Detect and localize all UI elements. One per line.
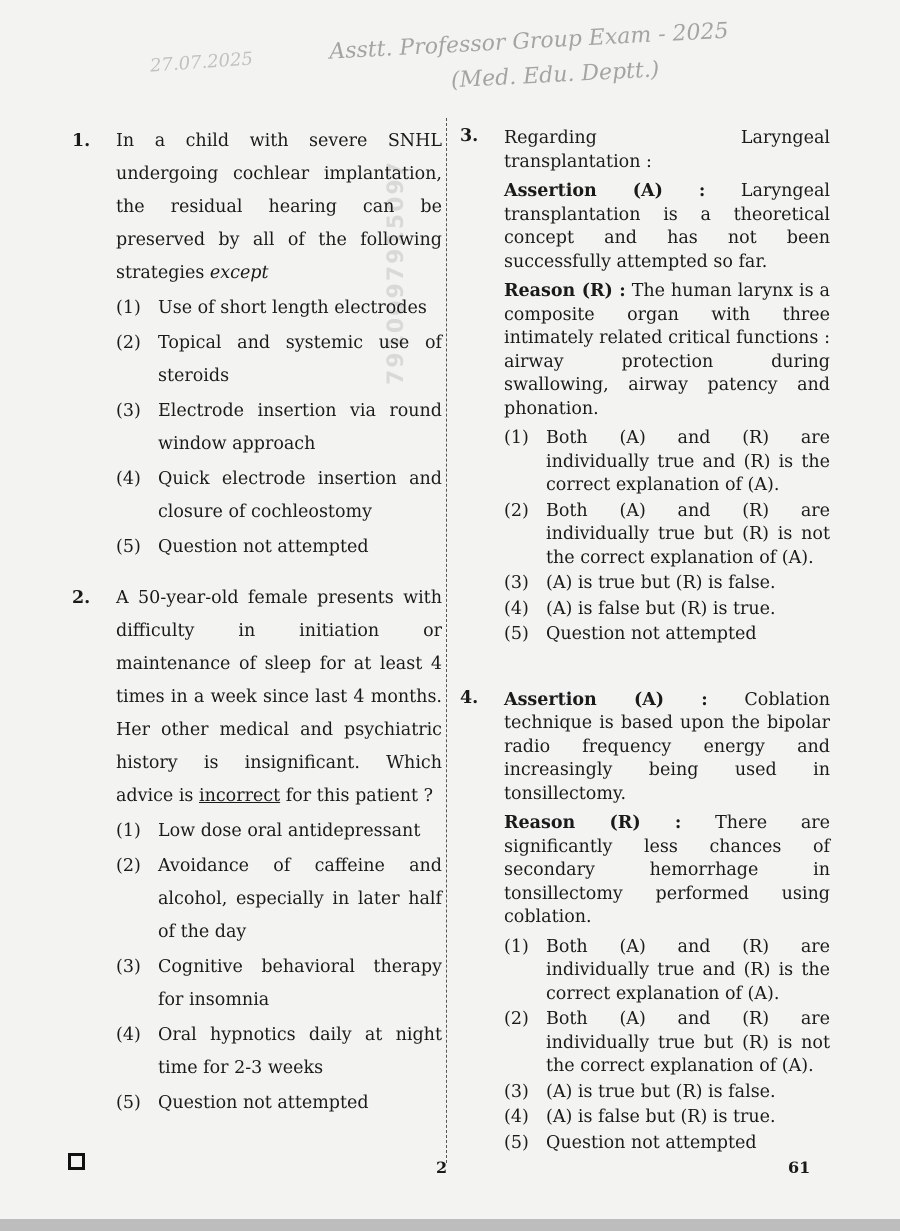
handwritten-date: 27.07.2025	[149, 48, 254, 77]
option-1[interactable]	[504, 427, 830, 498]
option-text: Electrode insertion via round window approach	[158, 401, 442, 454]
scan-edge	[0, 1219, 900, 1231]
column-divider	[446, 118, 447, 1163]
option-text: Oral hypnotics daily at night time for 2-3 weeks	[158, 1025, 442, 1078]
option-2[interactable]	[504, 500, 830, 571]
question-number: 2.	[72, 588, 91, 608]
question-number: 3.	[460, 126, 479, 146]
question-number: 4.	[460, 687, 479, 708]
option-4[interactable]	[116, 463, 442, 529]
option-text: (A) is true but (R) is false.	[546, 573, 776, 593]
option-text: Both (A) and (R) are individually true but (R) is not the correct explanation of (A).	[546, 1009, 830, 1076]
option-number: (1)	[504, 428, 529, 448]
option-text: (A) is false but (R) is true.	[546, 1107, 776, 1127]
option-number: (3)	[116, 401, 141, 421]
option-number: (4)	[504, 598, 529, 619]
option-number: (4)	[504, 1107, 529, 1127]
reason-label: Reason (R) :	[504, 281, 626, 301]
reason	[504, 812, 830, 930]
option-number: (2)	[504, 1009, 529, 1029]
option-number: (3)	[116, 957, 141, 977]
handwritten-note	[328, 9, 811, 104]
option-1[interactable]	[116, 815, 442, 848]
reason-text: There are significantly less chances of secondary hemorrhage in tonsillectomy performed using coblation.	[504, 813, 830, 927]
option-4[interactable]	[504, 1106, 830, 1130]
handwritten-note-line1: Asstt. Professor Group Exam - 2025	[328, 18, 730, 65]
assertion-text: Laryngeal transplantation is a theoretical concept and has not been successfully attempted so far.	[504, 181, 830, 272]
option-text: Question not attempted	[546, 1132, 757, 1153]
option-number: (5)	[116, 1093, 141, 1113]
option-number: (5)	[116, 537, 141, 557]
option-3[interactable]	[504, 1081, 830, 1105]
option-number: (2)	[116, 333, 141, 353]
page-number: 2	[436, 1158, 448, 1177]
reason-text: The human larynx is a composite organ with three intimately related critical functions : airway protection during swallowing, airway patency and phonation.	[504, 281, 830, 419]
option-4[interactable]	[504, 598, 830, 622]
option-4[interactable]	[116, 1019, 442, 1085]
option-number: (3)	[504, 1081, 529, 1102]
option-text: Use of short length electrodes	[158, 298, 427, 318]
question-stem	[116, 582, 442, 813]
option-number: (2)	[116, 856, 141, 876]
option-5[interactable]	[116, 1087, 442, 1120]
option-text: Avoidance of caffeine and alcohol, especially in later half of the day	[158, 856, 442, 942]
question-stem-except: except	[209, 263, 269, 283]
option-5[interactable]	[504, 1132, 830, 1156]
option-2[interactable]	[116, 850, 442, 949]
option-number: (3)	[504, 573, 529, 593]
option-number: (5)	[504, 1132, 529, 1153]
question-stem-text: In a child with severe SNHL undergoing cochlear implantation, the residual hearing can be preserved by all of the following strategies	[116, 131, 442, 283]
assertion-text: Coblation technique is based upon the bipolar radio frequency energy and increasingly being used in tonsillectomy.	[504, 689, 830, 804]
right-column	[460, 125, 830, 1161]
option-text: Both (A) and (R) are individually true and (R) is the correct explanation of (A).	[546, 936, 830, 1004]
question-stem: Regarding Laryngeal transplantation :	[504, 128, 830, 172]
option-text: Question not attempted	[546, 624, 757, 644]
option-text: Quick electrode insertion and closure of cochleostomy	[158, 469, 442, 522]
option-3[interactable]	[116, 395, 442, 461]
option-text: Topical and systemic use of steroids	[158, 333, 442, 386]
option-1[interactable]	[116, 292, 442, 325]
option-number: (1)	[116, 298, 141, 318]
left-column	[72, 125, 442, 1126]
option-text: (A) is false but (R) is true.	[546, 598, 776, 619]
option-2[interactable]	[116, 327, 442, 393]
question-3	[460, 125, 830, 649]
assertion-label: Assertion (A) :	[504, 181, 706, 201]
question-stem-text: A 50-year-old female presents with difficulty in initiation or maintenance of sleep for at least 4 times in a week since last 4 months. Her other medical and psychiatric history is insignificant. Which advice is	[116, 588, 442, 806]
option-5[interactable]	[116, 531, 442, 564]
option-text: Question not attempted	[158, 1093, 369, 1113]
option-3[interactable]	[504, 572, 830, 596]
question-stem	[116, 125, 442, 290]
option-1[interactable]	[504, 936, 830, 1007]
option-text: (A) is true but (R) is false.	[546, 1081, 776, 1102]
question-4	[460, 687, 830, 1158]
question-stem-emphasis: incorrect	[199, 786, 281, 806]
assertion	[504, 689, 830, 807]
reason	[504, 280, 830, 421]
option-number: (5)	[504, 624, 529, 644]
registration-mark-icon	[68, 1153, 85, 1170]
question-stem-text-end: for this patient ?	[285, 786, 433, 806]
sheet-number: 61	[788, 1158, 811, 1177]
watermark-serial: 7910097915097	[384, 160, 409, 385]
question-number: 1.	[72, 131, 91, 151]
question-1	[72, 125, 442, 566]
option-number: (1)	[504, 936, 529, 957]
reason-label: Reason (R) :	[504, 813, 682, 833]
option-text: Both (A) and (R) are individually true and (R) is the correct explanation of (A).	[546, 428, 830, 495]
option-text: Cognitive behavioral therapy for insomnia	[158, 957, 442, 1010]
assertion	[504, 180, 830, 274]
option-text: Low dose oral antidepressant	[158, 821, 421, 841]
option-number: (4)	[116, 469, 141, 489]
handwritten-note-line2: (Med. Edu. Deptt.)	[450, 57, 660, 94]
option-5[interactable]	[504, 623, 830, 647]
option-number: (1)	[116, 821, 141, 841]
option-2[interactable]	[504, 1008, 830, 1079]
option-3[interactable]	[116, 951, 442, 1017]
option-number: (4)	[116, 1025, 141, 1045]
assertion-label: Assertion (A) :	[504, 689, 708, 710]
option-number: (2)	[504, 500, 529, 521]
option-text: Question not attempted	[158, 537, 369, 557]
option-text: Both (A) and (R) are individually true but (R) is not the correct explanation of (A).	[546, 500, 830, 568]
question-2	[72, 582, 442, 1122]
